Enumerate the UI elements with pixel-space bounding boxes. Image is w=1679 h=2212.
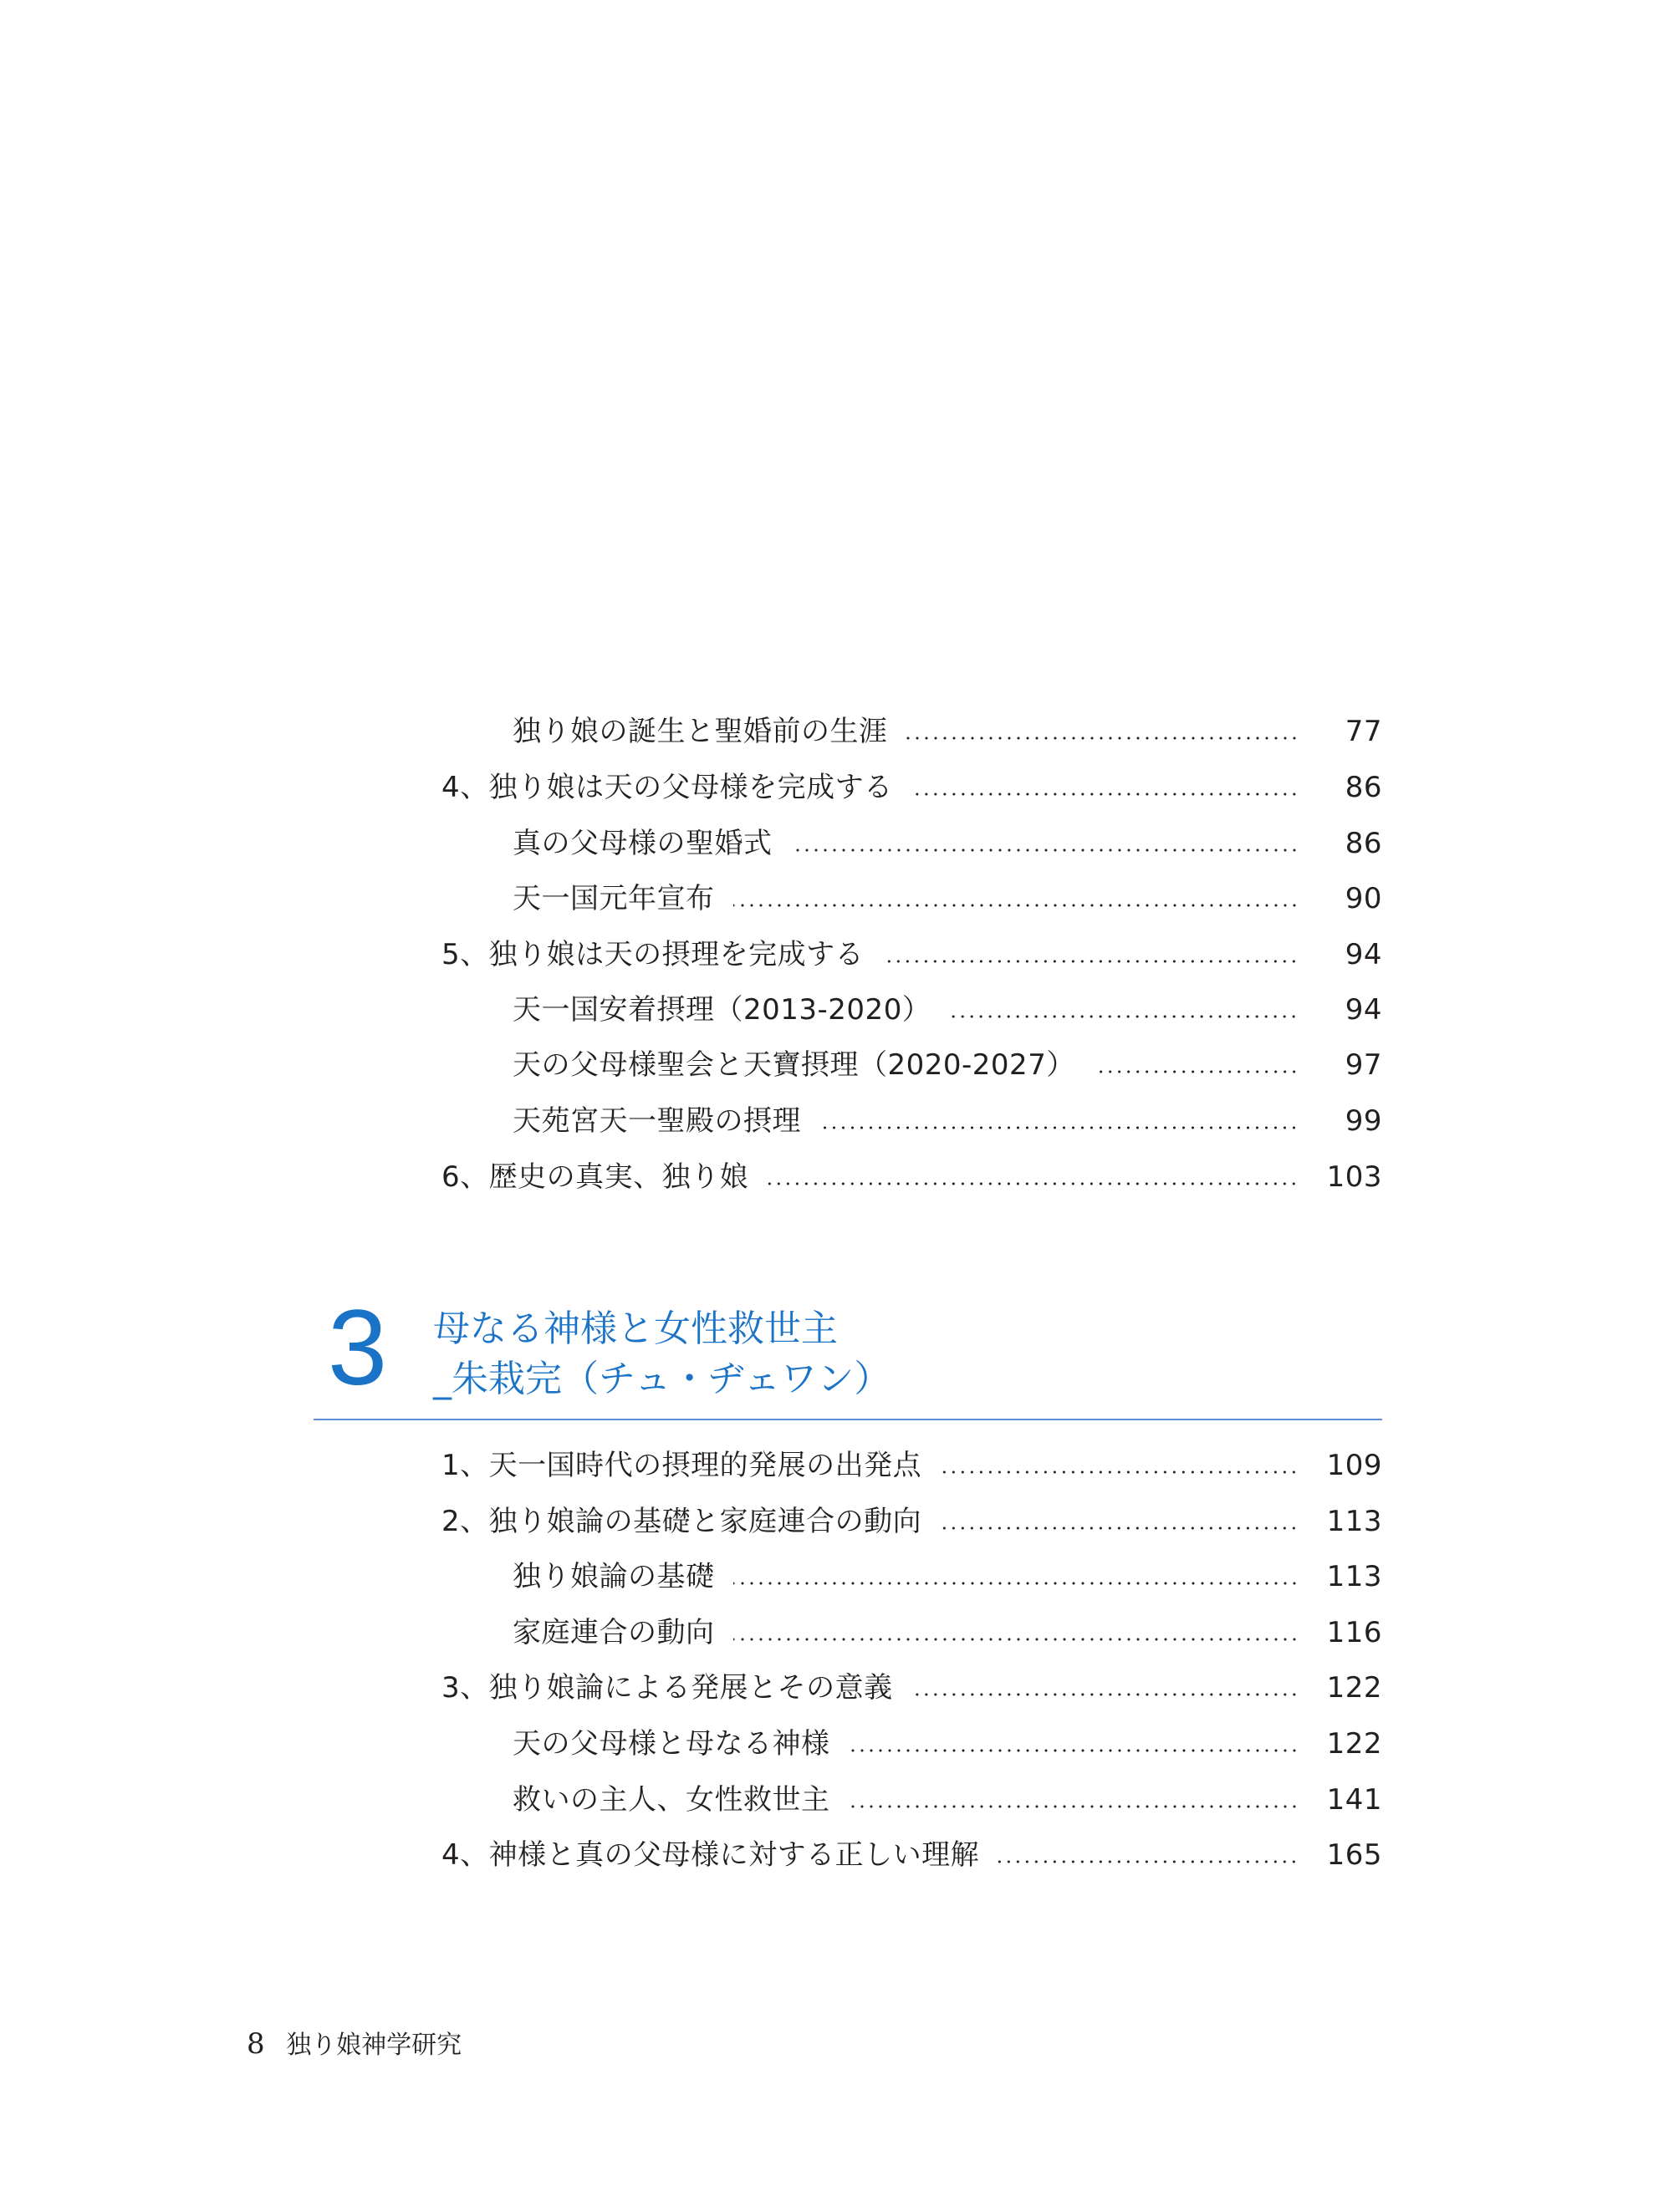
toc-entry-title: 4、神様と真の父母様に対する正しい理解 (441, 1838, 980, 1872)
toc-entry-title: 天苑宮天一聖殿の摂理 (513, 1104, 801, 1138)
toc-entry-page: 113 (1326, 1560, 1382, 1593)
toc-entry[interactable] (441, 1501, 1382, 1542)
toc-entry-title: 真の父母様の聖婚式 (513, 827, 773, 860)
toc-leader-dots (725, 1556, 1299, 1598)
toc-entry[interactable] (441, 1044, 1382, 1086)
toc-leader-dots (931, 1501, 1299, 1542)
chapter-number: 3 (328, 1288, 388, 1408)
toc-entry[interactable] (441, 823, 1382, 864)
book-title: 独り娘神学研究 (286, 2031, 462, 2060)
toc-leader-dots (874, 934, 1299, 976)
toc-entry-page: 122 (1326, 1671, 1382, 1705)
toc-entry-page: 141 (1326, 1783, 1382, 1817)
toc-entry-title: 天一国元年宣布 (513, 882, 715, 915)
toc-entry[interactable] (441, 1723, 1382, 1765)
toc-entry-page: 165 (1326, 1838, 1382, 1872)
toc-leader-dots (903, 767, 1299, 808)
toc-entry[interactable] (441, 934, 1382, 976)
toc-entry[interactable] (441, 1612, 1382, 1654)
toc-leader-dots (840, 1723, 1299, 1765)
toc-leader-dots (811, 1100, 1299, 1142)
toc-leader-dots (1085, 1044, 1299, 1086)
page-footer (247, 2027, 462, 2062)
toc-entry[interactable] (441, 1779, 1382, 1821)
toc-entry[interactable] (441, 1156, 1382, 1198)
toc-leader-dots (758, 1156, 1299, 1198)
toc-leader-dots (783, 823, 1299, 864)
toc-entry-title: 3、独り娘論による発展とその意義 (441, 1671, 893, 1705)
toc-entry-page: 109 (1326, 1449, 1382, 1482)
toc-entry-page: 86 (1345, 771, 1382, 804)
toc-entry-page: 99 (1345, 1104, 1382, 1138)
chapter-title-line-1: 母なる神様と女性救世主 (433, 1307, 838, 1350)
toc-leader-dots (725, 1612, 1299, 1654)
toc-entry-page: 122 (1326, 1727, 1382, 1761)
toc-entry[interactable] (441, 767, 1382, 808)
chapter-divider-rule (314, 1419, 1382, 1420)
toc-entry-page: 94 (1345, 993, 1382, 1027)
toc-entry-title: 6、歴史の真実、独り娘 (441, 1160, 749, 1194)
toc-entry-page: 86 (1345, 827, 1382, 860)
toc-entry-page: 116 (1326, 1616, 1382, 1649)
toc-entry[interactable] (441, 989, 1382, 1031)
toc-entry-page: 103 (1326, 1160, 1382, 1194)
toc-entry-title: 2、独り娘論の基礎と家庭連合の動向 (441, 1505, 922, 1538)
toc-entry-title: 1、天一国時代の摂理的発展の出発点 (441, 1449, 922, 1482)
toc-entry-page: 113 (1326, 1505, 1382, 1538)
toc-entry-page: 77 (1345, 715, 1382, 748)
toc-leader-dots (840, 1779, 1299, 1821)
toc-entry-title: 4、独り娘は天の父母様を完成する (441, 771, 893, 804)
toc-leader-dots (903, 1667, 1299, 1709)
toc-entry[interactable] (441, 1667, 1382, 1709)
toc-entry[interactable] (441, 1556, 1382, 1598)
toc-leader-dots (898, 711, 1299, 752)
toc-entry-title: 独り娘の誕生と聖婚前の生涯 (513, 715, 888, 748)
toc-entry-title: 5、独り娘は天の摂理を完成する (441, 938, 865, 971)
page-number: 8 (247, 2027, 265, 2061)
toc-leader-dots (989, 1834, 1299, 1876)
toc-entry-title: 天の父母様と母なる神様 (513, 1727, 830, 1761)
toc-entry-page: 97 (1345, 1048, 1382, 1082)
toc-entry-title: 救いの主人、女性救世主 (513, 1783, 830, 1817)
toc-leader-dots (941, 989, 1299, 1031)
toc-entry-title: 独り娘論の基礎 (513, 1560, 715, 1593)
toc-entry-title: 天一国安着摂理（2013-2020） (513, 993, 931, 1027)
toc-entry[interactable] (441, 1100, 1382, 1142)
toc-leader-dots (725, 878, 1299, 920)
toc-entry[interactable] (441, 878, 1382, 920)
toc-entry[interactable] (441, 711, 1382, 752)
chapter-title-line-2: _朱栽完（チュ・ヂェワン） (433, 1358, 891, 1400)
chapter-title (433, 1304, 891, 1404)
toc-entry-page: 94 (1345, 938, 1382, 971)
toc-entry-page: 90 (1345, 882, 1382, 915)
toc-entry[interactable] (441, 1445, 1382, 1486)
toc-entry-title: 天の父母様聖会と天寶摂理（2020-2027） (513, 1048, 1075, 1082)
toc-leader-dots (931, 1445, 1299, 1486)
toc-entry[interactable] (441, 1834, 1382, 1876)
toc-entry-title: 家庭連合の動向 (513, 1616, 715, 1649)
